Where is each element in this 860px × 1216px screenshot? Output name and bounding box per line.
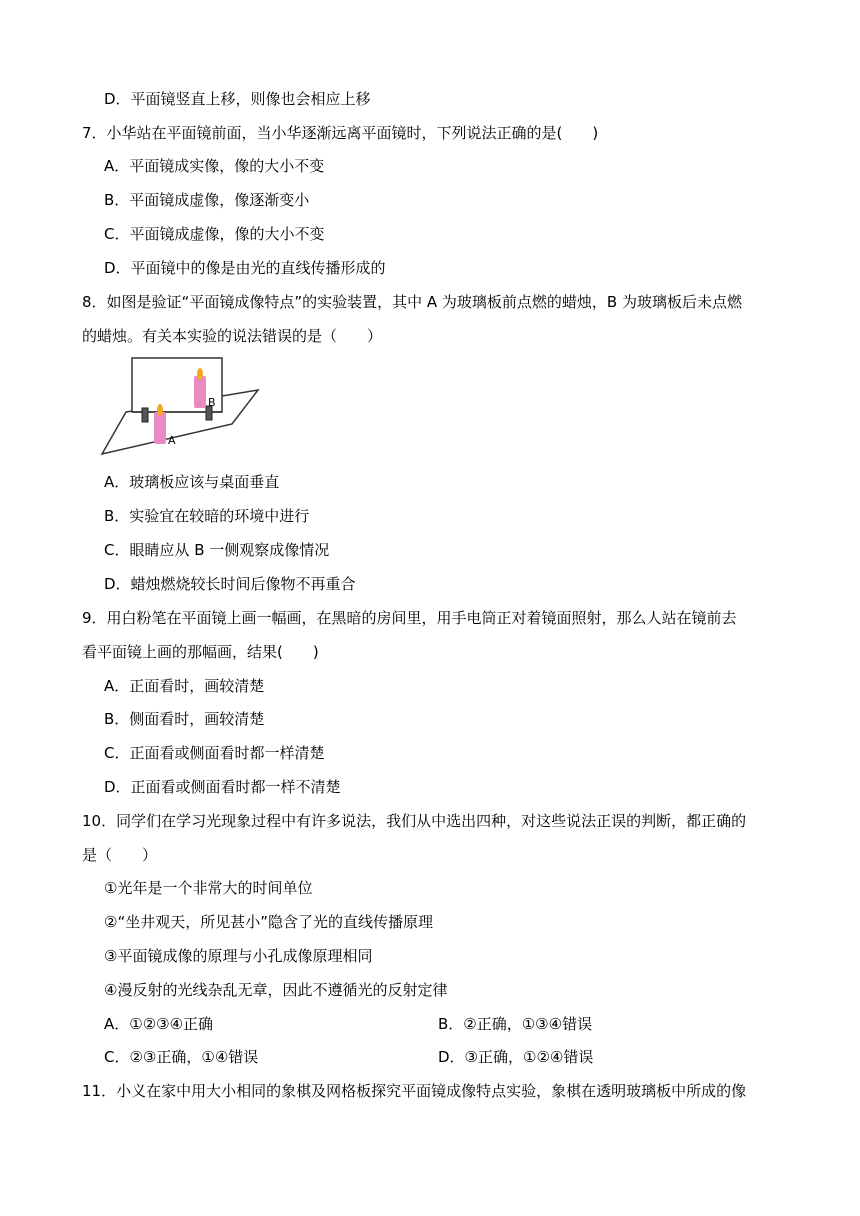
label-a: A (168, 434, 176, 447)
q6-option-d: D．平面镜竖直上移，则像也会相应上移 (104, 90, 371, 108)
q8-option-a: A．玻璃板应该与桌面垂直 (104, 473, 280, 491)
question-7: 7．小华站在平面镜前面，当小华逐渐远离平面镜时，下列说法正确的是( ) (82, 124, 599, 142)
q7-option-a: A．平面镜成实像，像的大小不变 (104, 157, 325, 175)
q9-option-c: C．正面看或侧面看时都一样清楚 (104, 744, 325, 762)
candle-b-flame (197, 368, 203, 380)
q8-option-b: B．实验宜在较暗的环境中进行 (104, 507, 310, 525)
q10-option-d: D．③正确，①②④错误 (438, 1048, 594, 1066)
question-11-line-1: 11．小义在家中用大小相同的象棋及网格板探究平面镜成像特点实验，象棋在透明玻璃板中所成的像 (82, 1082, 747, 1100)
label-b: B (208, 396, 216, 409)
candle-a-flame (157, 404, 163, 416)
question-9-line-1: 9．用白粉笔在平面镜上画一幅画，在黑暗的房间里，用手电筒正对着镜面照射，那么人站在镜前去 (82, 609, 737, 627)
q7-option-d: D．平面镜中的像是由光的直线传播形成的 (104, 259, 386, 277)
q7-option-c: C．平面镜成虚像，像的大小不变 (104, 225, 325, 243)
q10-option-a: A．①②③④正确 (104, 1015, 214, 1033)
q7-option-b: B．平面镜成虚像，像逐渐变小 (104, 191, 310, 209)
q10-statement-3: ③平面镜成像的原理与小孔成像原理相同 (104, 947, 373, 965)
q8-option-c: C．眼睛应从 B 一侧观察成像情况 (104, 541, 330, 559)
question-10-line-1: 10．同学们在学习光现象过程中有许多说法，我们从中选出四种，对这些说法正误的判断，都正确的 (82, 812, 747, 830)
q9-option-a: A．正面看时，画较清楚 (104, 677, 265, 695)
question-10-line-2: 是（ ） (82, 846, 158, 864)
q9-option-b: B．侧面看时，画较清楚 (104, 710, 265, 728)
q10-statement-2: ②“坐井观天，所见甚小”隐含了光的直线传播原理 (104, 913, 433, 931)
candle-b (194, 376, 206, 408)
plate-clip-left (142, 408, 148, 422)
q9-option-d: D．正面看或侧面看时都一样不清楚 (104, 778, 341, 796)
q10-statement-4: ④漫反射的光线杂乱无章，因此不遵循光的反射定律 (104, 981, 448, 999)
question-8-line-1: 8．如图是验证“平面镜成像特点”的实验装置，其中 A 为玻璃板前点燃的蜡烛，B 为玻璃板后未点燃 (82, 293, 742, 311)
question-9-line-2: 看平面镜上画的那幅画，结果( ) (82, 643, 319, 661)
q8-option-d: D．蜡烛燃烧较长时间后像物不再重合 (104, 575, 356, 593)
mirror-experiment-figure (96, 350, 264, 462)
question-8-line-2: 的蜡烛。有关本实验的说法错误的是（ ） (82, 327, 383, 345)
q10-statement-1: ①光年是一个非常大的时间单位 (104, 879, 313, 897)
q10-option-c: C．②③正确，①④错误 (104, 1048, 259, 1066)
experiment-diagram (96, 350, 264, 462)
q10-option-b: B．②正确，①③④错误 (438, 1015, 593, 1033)
candle-a (154, 412, 166, 444)
